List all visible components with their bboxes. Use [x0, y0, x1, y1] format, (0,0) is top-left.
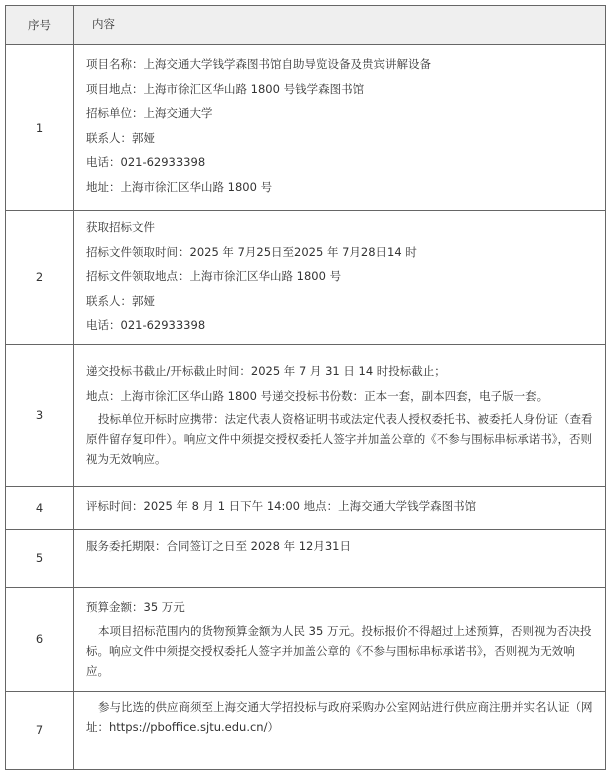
- table-row: [6, 529, 606, 587]
- table-row: [6, 45, 606, 211]
- row-num: 1: [6, 45, 74, 211]
- table-row: [6, 587, 606, 691]
- table-row: [6, 691, 606, 769]
- row-num: 3: [6, 344, 74, 486]
- evaluation-time: 评标时间：2025 年 8 月 1 日下午 14:00 地点：上海交通大学钱学森图书馆: [86, 499, 477, 514]
- row-content: [74, 486, 606, 529]
- row-num: 2: [6, 211, 74, 345]
- table-header-row: [6, 6, 606, 45]
- get-tender-docs: 获取招标文件: [86, 220, 155, 234]
- row-content: [74, 45, 606, 211]
- deadline: 递交投标书截止/开标截止时间：2025 年 7 月 31 日 14 时投标截止；: [86, 364, 446, 378]
- row-num: 7: [6, 691, 74, 769]
- header-num: 序号: [6, 6, 74, 45]
- row-num: 5: [6, 529, 74, 587]
- row-num: 6: [6, 587, 74, 691]
- table-row: [6, 344, 606, 486]
- row-content: [74, 587, 606, 691]
- contact-person: 联系人：郭娅: [86, 130, 155, 145]
- docs-location: 招标文件领取地点：上海市徐汇区华山路 1800 号: [86, 269, 342, 283]
- registration-note: 参与比选的供应商须至上海交通大学招投标与政府采购办公室网站进行供应商注册并实名认证（网址：https://pboffice.sjtu.edu.cn/）: [86, 699, 593, 734]
- table-row: [6, 486, 606, 529]
- budget-amount: 预算金额：35 万元: [86, 600, 185, 615]
- phone: 电话：021-62933398: [86, 155, 206, 169]
- contact-person: 联系人：郭娅: [86, 293, 155, 308]
- table-row: [6, 211, 606, 345]
- phone: 电话：021-62933398: [86, 318, 206, 332]
- header-content: 内容: [74, 6, 606, 45]
- address: 地址：上海市徐汇区华山路 1800 号: [86, 179, 273, 194]
- row-content: [74, 211, 606, 345]
- docs-time: 招标文件领取时间：2025 年 7月25日至2025 年 7月28日14 时: [86, 244, 417, 259]
- row-content: [74, 691, 606, 769]
- project-location: 项目地点：上海市徐汇区华山路 1800 号钱学森图书馆: [86, 81, 365, 96]
- budget-description: 本项目招标范围内的货物预算金额为人民 35 万元。投标报价不得超过上述预算，否则视为否决投标。响应文件中须提交授权委托人签字并加盖公章的《不参与围标串标承诺书》，否则视为无效响应。: [86, 623, 592, 678]
- row-num: 4: [6, 486, 74, 529]
- tender-unit: 招标单位：上海交通大学: [86, 106, 213, 120]
- service-period: 服务委托期限：合同签订之日至 2028 年 12月31日: [86, 538, 351, 553]
- opening-requirements: 投标单位开标时应携带：法定代表人资格证明书或法定代表人授权委托书、被委托人身份证（查看原件留存复印件）。响应文件中须提交授权委托人签字并加盖公章的《不参与围标串标承诺书》，否则视为无效响应。: [86, 412, 593, 466]
- submission-location: 地点：上海市徐汇区华山路 1800 号递交投标书份数：正本一套，副本四套，电子版一套。: [86, 388, 549, 403]
- row-content: [74, 529, 606, 587]
- project-name: 项目名称：上海交通大学钱学森图书馆自助导览设备及贵宾讲解设备: [86, 57, 431, 71]
- row-content: [74, 344, 606, 486]
- notice-table: [5, 5, 606, 770]
